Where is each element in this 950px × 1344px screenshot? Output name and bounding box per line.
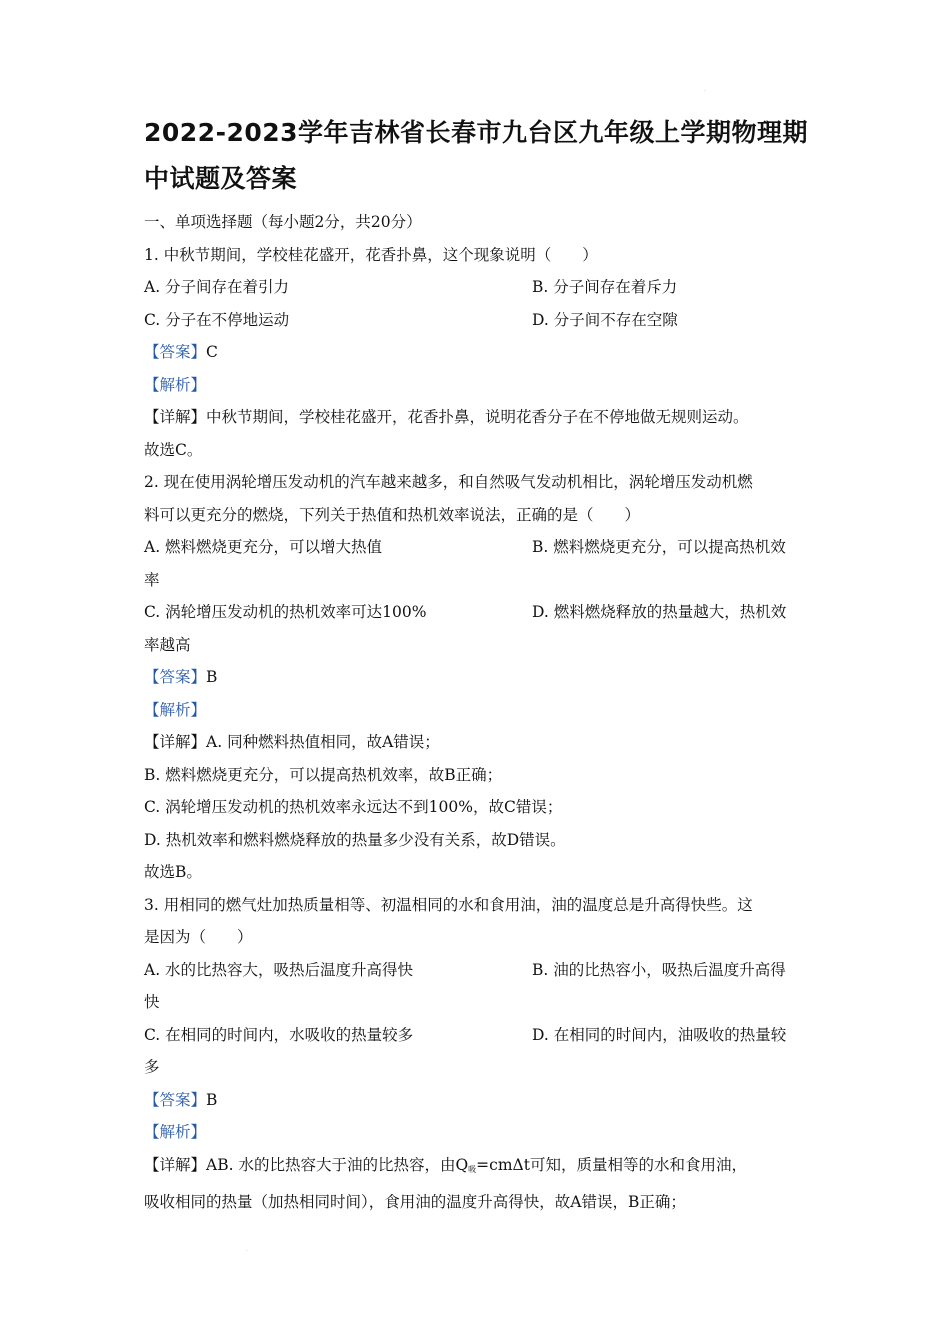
- question-3-stem-line2: 是因为（ ）: [144, 928, 253, 946]
- q2-detail-1-text: A. 同种燃料热值相同，故A错误；: [206, 733, 440, 751]
- footer-mark: .: [246, 1246, 248, 1253]
- q1-option-d: D. 分子间不存在空隙: [532, 310, 678, 329]
- q3-option-b-cont: 快: [144, 993, 160, 1011]
- q3-analysis-tag: 【解析】: [144, 1123, 207, 1141]
- q3-option-d-cont: 多: [144, 1058, 160, 1076]
- q1-conclusion: 故选C。: [144, 440, 203, 459]
- q2-analysis-tag: 【解析】: [144, 700, 207, 719]
- detail-tag: 【详解】: [144, 408, 207, 426]
- answer-tag: 【答案】: [144, 668, 207, 686]
- corner-mark: .: [704, 86, 706, 93]
- question-2-stem-line2: 料可以更充分的燃烧，下列关于热值和热机效率说法，正确的是（ ）: [144, 505, 641, 524]
- q2-detail-2: B. 燃料燃烧更充分，可以提高热机效率，故B正确；: [144, 765, 503, 784]
- detail-tag: 【详解】: [144, 1155, 207, 1174]
- q2-option-d-cont: 率越高: [144, 635, 191, 654]
- q2-answer-value: B: [206, 668, 218, 686]
- question-1-options-cd: [144, 304, 809, 337]
- q3-detail-1: [144, 1149, 809, 1187]
- q1-option-c: C. 分子在不停地运动: [144, 310, 290, 329]
- question-3-stem-line1: 3. 用相同的燃气灶加热质量相等、初温相同的水和食用油，油的温度总是升高得快些。这: [144, 895, 753, 914]
- question-2-options-ab: [144, 531, 809, 564]
- q3-option-c: C. 在相同的时间内，水吸收的热量较多: [144, 1025, 414, 1044]
- q2-detail-3: C. 涡轮增压发动机的热机效率永远达不到100%，故C错误；: [144, 798, 563, 816]
- q3-answer-value: B: [206, 1090, 218, 1109]
- page-title: 2022-2023学年吉林省长春市九台区九年级上学期物理期中试题及答案: [144, 118, 809, 193]
- q3-detail-1-subscript: 吸: [468, 1164, 477, 1174]
- q2-detail-4: D. 热机效率和燃料燃烧释放的热量多少没有关系，故D错误。: [144, 830, 566, 849]
- question-1-stem: 1. 中秋节期间，学校桂花盛开，花香扑鼻，这个现象说明（ ）: [144, 245, 598, 264]
- q3-option-b: B. 油的比热容小，吸热后温度升高得: [532, 960, 786, 979]
- question-3-options-cd: [144, 1019, 809, 1052]
- document-page: [144, 110, 809, 1219]
- q2-option-a: A. 燃料燃烧更充分，可以增大热值: [144, 538, 383, 556]
- detail-tag: 【详解】: [144, 733, 207, 751]
- section-heading: 一、单项选择题（每小题2分，共20分）: [144, 213, 422, 231]
- q1-detail-text: 中秋节期间，学校桂花盛开，花香扑鼻，说明花香分子在不停地做无规则运动。: [206, 408, 749, 426]
- q3-option-a: A. 水的比热容大，吸热后温度升高得快: [144, 960, 414, 979]
- question-1-options-ab: [144, 271, 809, 304]
- q1-answer-value: C: [206, 343, 218, 361]
- q3-answer: [144, 1084, 809, 1117]
- q3-option-d: D. 在相同的时间内，油吸收的热量较: [532, 1025, 787, 1044]
- q3-detail-2: 吸收相同的热量（加热相同时间），食用油的温度升高得快，故A错误，B正确；: [144, 1193, 686, 1211]
- q1-answer: [144, 336, 809, 369]
- q1-analysis-tag: 【解析】: [144, 375, 207, 394]
- question-2-stem-line1: 2. 现在使用涡轮增压发动机的汽车越来越多，和自然吸气发动机相比，涡轮增压发动机燃: [144, 473, 753, 491]
- answer-tag: 【答案】: [144, 1090, 207, 1109]
- question-2-options-cd: [144, 596, 809, 629]
- question-3-options-ab: [144, 954, 809, 987]
- q3-detail-1-post: =cmΔt可知，质量相等的水和食用油，: [476, 1155, 747, 1174]
- answer-tag: 【答案】: [144, 343, 207, 361]
- q2-option-d: D. 燃料燃烧释放的热量越大，热机效: [532, 603, 787, 621]
- q3-detail-1-pre: AB. 水的比热容大于油的比热容，由Q: [206, 1155, 469, 1174]
- q2-option-b-cont: 率: [144, 570, 160, 589]
- q2-detail-1: [144, 726, 809, 759]
- q1-option-b: B. 分子间存在着斥力: [532, 278, 678, 296]
- q2-answer: [144, 661, 809, 694]
- q1-option-a: A. 分子间存在着引力: [144, 278, 290, 296]
- q2-option-b: B. 燃料燃烧更充分，可以提高热机效: [532, 538, 786, 556]
- q2-option-c: C. 涡轮增压发动机的热机效率可达100%: [144, 603, 427, 621]
- q2-conclusion: 故选B。: [144, 863, 202, 881]
- q1-detail: [144, 401, 809, 434]
